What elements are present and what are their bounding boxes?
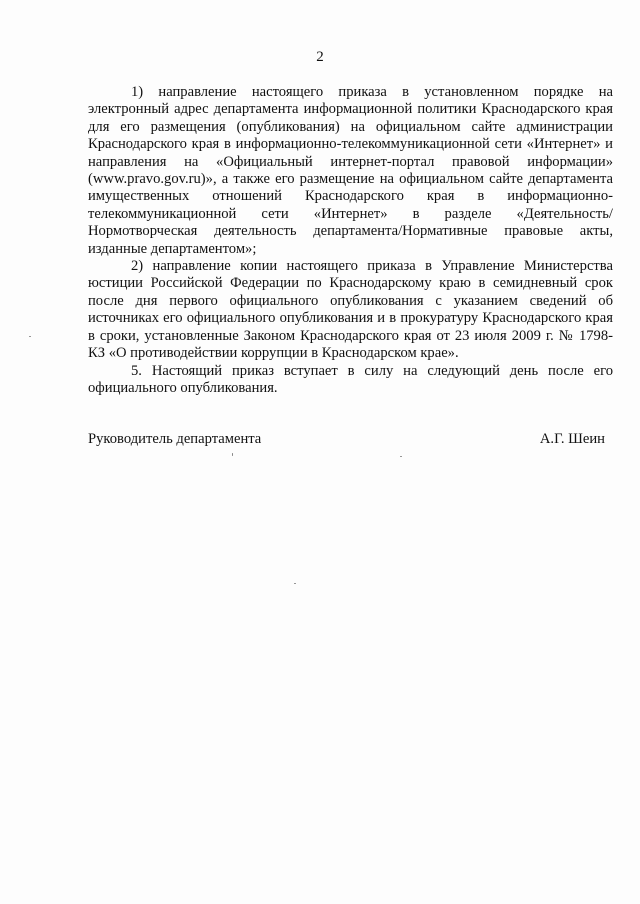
paragraph-item-5: 5. Настоящий приказ вступает в силу на следующий день после его официального опубликования.	[88, 362, 613, 396]
scan-speck	[294, 583, 296, 584]
signatory-title: Руководитель департамента	[88, 431, 262, 447]
scan-speck	[232, 453, 233, 456]
page-number: 2	[316, 49, 324, 65]
paragraph-item-2: 2) направление копии настоящего приказа в Управление Министерства юстиции Российской Федерации по Краснодарскому краю в семидневный срок после дня первого официального опубликования с указанием сведений об источниках его официального опубликования и в прокуратуру Краснодарского края в сроки, установленные Законом Краснодарского края от 23 июля 2009 г. № 1798-КЗ «О противодействии коррупции в Краснодарском крае».	[88, 258, 613, 362]
scan-speck	[29, 336, 31, 337]
signatory-name: А.Г. Шеин	[539, 431, 605, 447]
scan-speck	[400, 456, 402, 457]
paragraph-item-1: 1) направление настоящего приказа в установленном порядке на электронный адрес департамента информационной политики Краснодарского края для его размещения (опубликования) на официальном сайте администрации Краснодарского края в информационно-телекоммуникационной сети «Интернет» и направления на «Официальный интернет-портал правовой информации» (www.pravo.gov.ru)», а также его размещение на официальном сайте департамента имущественных отношений Краснодарского края в информационно-телекоммуникационной сети «Интернет» в разделе «Деятельность/Нормотворческая деятельность департамента/Нормативные правовые акты, изданные департаментом»;	[88, 84, 613, 257]
signature-block	[88, 430, 613, 450]
document-body	[88, 84, 613, 397]
